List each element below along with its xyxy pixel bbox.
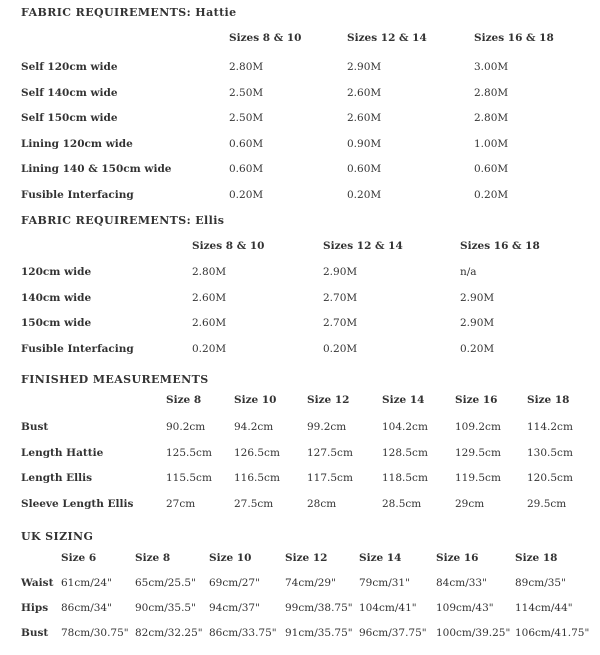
- table-cell: 2.90M: [460, 317, 495, 329]
- table-cell: 86cm/34": [61, 602, 112, 614]
- table-cell: 114.2cm: [527, 421, 573, 433]
- table-cell: 2.60M: [192, 317, 227, 329]
- ellis-title: FABRIC REQUIREMENTS: Ellis: [21, 214, 225, 227]
- table-cell: 2.70M: [323, 317, 358, 329]
- table-cell: 128.5cm: [382, 446, 428, 459]
- table-cell: 79cm/31": [359, 577, 410, 589]
- column-header: Sizes 16 & 18: [460, 240, 540, 252]
- table-cell: 90cm/35.5": [135, 602, 196, 614]
- column-header: Size 18: [527, 394, 570, 406]
- table-cell: 100cm/39.25": [436, 627, 511, 639]
- table-cell: 89cm/35": [515, 577, 566, 589]
- table-cell: 2.60M: [192, 291, 227, 304]
- table-cell: 82cm/32.25": [135, 627, 203, 639]
- row-label: Bust: [21, 421, 49, 433]
- column-header: Sizes 12 & 14: [323, 240, 403, 252]
- table-cell: 65cm/25.5": [135, 577, 196, 589]
- table-cell: 0.20M: [323, 342, 358, 355]
- table-cell: 27.5cm: [234, 497, 274, 510]
- table-cell: 109.2cm: [455, 421, 501, 433]
- row-label: 120cm wide: [21, 266, 92, 278]
- table-cell: 90.2cm: [166, 421, 206, 433]
- column-header: Size 18: [515, 552, 558, 564]
- row-label: Waist: [21, 577, 54, 589]
- row-label: Self 150cm wide: [21, 112, 118, 124]
- row-label: Bust: [21, 627, 49, 639]
- column-header: Size 14: [382, 394, 425, 406]
- table-cell: 115.5cm: [166, 472, 212, 484]
- column-header: Size 6: [61, 552, 97, 564]
- table-cell: 2.90M: [347, 61, 382, 73]
- table-cell: 3.00M: [474, 61, 509, 73]
- table-cell: 27cm: [166, 497, 196, 510]
- column-header: Size 10: [209, 552, 252, 564]
- column-header: Size 8: [135, 552, 171, 564]
- row-label: 140cm wide: [21, 291, 92, 304]
- table-cell: 2.80M: [474, 112, 509, 124]
- table-cell: 125.5cm: [166, 446, 212, 459]
- column-header: Size 16: [436, 552, 479, 564]
- row-label: Hips: [21, 602, 49, 614]
- table-cell: 78cm/30.75": [61, 627, 129, 639]
- column-header: Sizes 8 & 10: [229, 32, 302, 44]
- table-cell: 84cm/33": [436, 577, 487, 589]
- table-cell: 28.5cm: [382, 497, 422, 510]
- table-cell: 99.2cm: [307, 421, 347, 433]
- column-header: Size 16: [455, 394, 498, 406]
- table-cell: 118.5cm: [382, 472, 428, 484]
- column-header: Size 12: [285, 552, 328, 564]
- table-cell: 94.2cm: [234, 421, 274, 433]
- column-header: Sizes 8 & 10: [192, 240, 265, 252]
- table-cell: 0.60M: [474, 163, 509, 175]
- table-cell: 2.90M: [460, 291, 495, 304]
- row-label: Fusible Interfacing: [21, 342, 134, 355]
- table-cell: 114cm/44": [515, 602, 573, 614]
- column-header: Sizes 12 & 14: [347, 32, 427, 44]
- finished-title: FINISHED MEASUREMENTS: [21, 373, 209, 386]
- column-header: Size 12: [307, 394, 350, 406]
- table-cell: 129.5cm: [455, 446, 501, 459]
- table-cell: 2.60M: [347, 112, 382, 124]
- table-cell: 104.2cm: [382, 421, 428, 433]
- table-cell: 127.5cm: [307, 446, 353, 459]
- hattie-title: FABRIC REQUIREMENTS: Hattie: [21, 6, 237, 19]
- table-cell: 0.20M: [229, 188, 264, 201]
- table-cell: 2.80M: [192, 266, 227, 278]
- row-label: Lining 120cm wide: [21, 137, 133, 150]
- table-cell: 130.5cm: [527, 446, 573, 459]
- row-label: Length Hattie: [21, 446, 104, 459]
- row-label: Sleeve Length Ellis: [21, 497, 134, 510]
- table-cell: 2.50M: [229, 112, 264, 124]
- table-cell: 28cm: [307, 497, 337, 510]
- column-header: Sizes 16 & 18: [474, 32, 554, 44]
- table-cell: 119.5cm: [455, 472, 501, 484]
- table-cell: 0.60M: [229, 137, 264, 150]
- row-label: Lining 140 & 150cm wide: [21, 163, 172, 175]
- table-cell: 94cm/37": [209, 602, 260, 614]
- table-cell: 0.90M: [347, 137, 382, 150]
- table-cell: 2.80M: [474, 86, 509, 99]
- table-cell: 126.5cm: [234, 446, 280, 459]
- table-cell: 2.50M: [229, 86, 264, 99]
- row-label: Fusible Interfacing: [21, 188, 134, 201]
- row-label: Self 140cm wide: [21, 86, 118, 99]
- column-header: Size 8: [166, 394, 202, 406]
- table-cell: 0.20M: [460, 342, 495, 355]
- table-cell: 69cm/27": [209, 577, 260, 589]
- table-cell: 120.5cm: [527, 472, 573, 484]
- table-cell: 91cm/35.75": [285, 627, 353, 639]
- table-cell: 2.60M: [347, 86, 382, 99]
- table-cell: 2.80M: [229, 61, 264, 73]
- uk-title: UK SIZING: [21, 530, 94, 543]
- table-cell: 74cm/29": [285, 577, 336, 589]
- table-cell: 0.20M: [347, 188, 382, 201]
- table-cell: 29cm: [455, 497, 485, 510]
- column-header: Size 10: [234, 394, 277, 406]
- row-label: 150cm wide: [21, 317, 92, 329]
- table-cell: 0.60M: [229, 163, 264, 175]
- table-cell: 2.70M: [323, 291, 358, 304]
- table-cell: 0.20M: [474, 188, 509, 201]
- table-cell: 99cm/38.75": [285, 602, 353, 614]
- row-label: Self 120cm wide: [21, 61, 118, 73]
- table-cell: n/a: [460, 266, 477, 278]
- table-cell: 0.60M: [347, 163, 382, 175]
- table-cell: 96cm/37.75": [359, 627, 427, 639]
- table-cell: 104cm/41": [359, 602, 417, 614]
- table-cell: 106cm/41.75": [515, 627, 590, 639]
- table-cell: 29.5cm: [527, 497, 567, 510]
- row-label: Length Ellis: [21, 472, 93, 484]
- table-cell: 86cm/33.75": [209, 627, 277, 639]
- table-cell: 1.00M: [474, 137, 509, 150]
- table-cell: 0.20M: [192, 342, 227, 355]
- table-cell: 116.5cm: [234, 472, 280, 484]
- table-cell: 117.5cm: [307, 472, 353, 484]
- table-cell: 109cm/43": [436, 602, 494, 614]
- table-cell: 61cm/24": [61, 577, 112, 589]
- table-cell: 2.90M: [323, 266, 358, 278]
- column-header: Size 14: [359, 552, 402, 564]
